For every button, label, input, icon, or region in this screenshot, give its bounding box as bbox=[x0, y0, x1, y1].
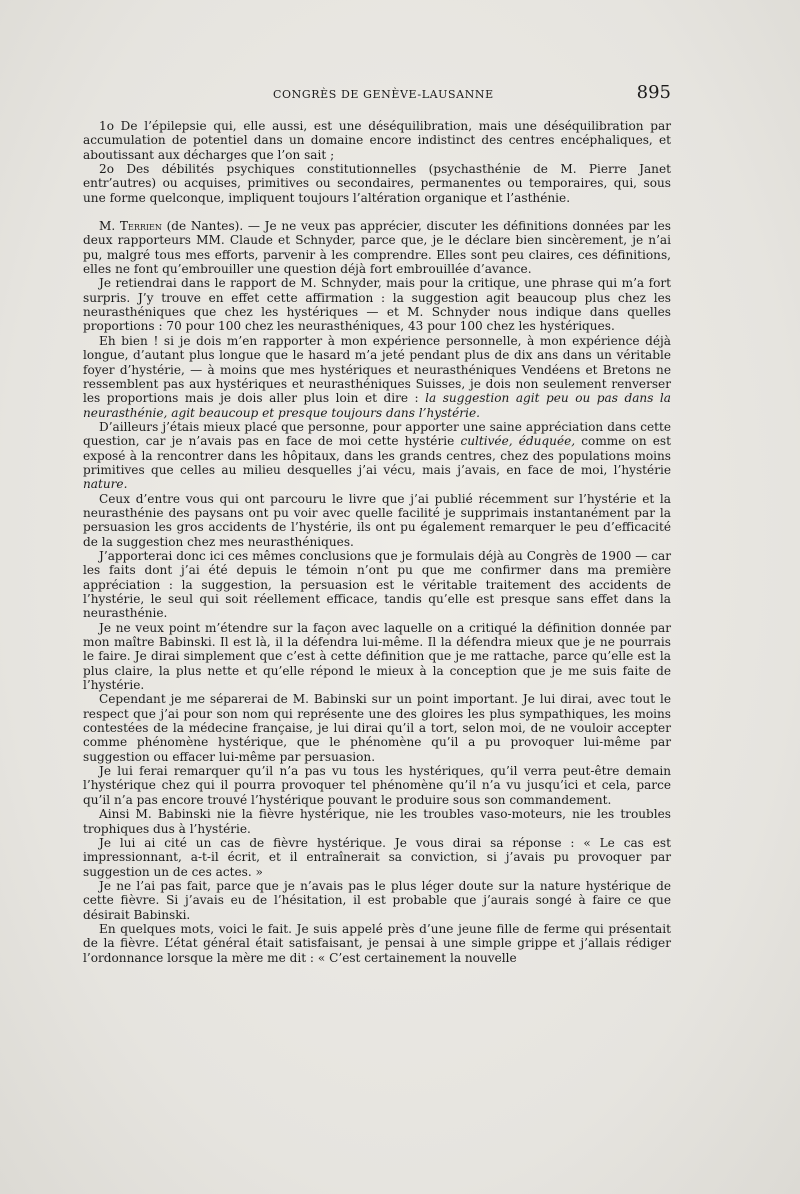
paragraph: 2o Des débilités psychiques constitutionnelles (psychasthénie de M. Pierre Janet entr’autres) ou acquises, primitives ou secondaires, permanentes ou temporaires, qui, sous une forme quelconque, impliquent toujours l’altération organique et l’asthénie. bbox=[83, 162, 671, 205]
page-body bbox=[83, 119, 671, 965]
page-header bbox=[83, 79, 671, 109]
paragraph-text: (de Nantes). — Je ne veux pas apprécier, discuter les définitions données par les deux rapporteurs MM. Claude et Schnyder, parce que, je le déclare bien sincèrement, je n’ai pu, malgré tous mes efforts, parvenir à les comprendre. Elles sont peu claires, ces définitions, elles ne font qu’embrouiller une question déjà fort embrouillée d’avance. bbox=[83, 219, 671, 277]
paragraph-text: comme on est exposé à la rencontrer dans les hôpitaux, dans les grands centres, chez des populations moins primitives que celles au milieu desquelles j’ai vécu, mais j’avais, en face de moi, l’hystérie bbox=[83, 434, 671, 477]
paragraph: Je ne veux point m’étendre sur la façon avec laquelle on a critiqué la définition donnée par mon maître Babinski. Il est là, il la défendra lui-même. Il la défendra mieux que je ne pourrais le faire. Je dirai simplement que c’est à cette définition que je me rattache, parce qu’elle est la plus claire, la plus nette et qu’elle répond le mieux à la conception que je me suis faite de l’hystérie. bbox=[83, 620, 671, 693]
running-title: CONGRÈS DE GENÈVE-LAUSANNE bbox=[273, 88, 494, 101]
paragraph: Je lui ferai remarquer qu’il n’a pas vu tous les hystériques, qu’il verra peut-être demain l’hystérique chez qui il pourra provoquer tel phénomène qu’il n’a vu jusqu’ici et cela, parce qu’il n’a pas encore trouvé l’hystérique pouvant le produire sous son commandement. bbox=[83, 764, 671, 807]
paragraph-text: D’ailleurs j’étais mieux placé que personne, pour apporter une saine appréciation dans cette question, car je n’avais pas en face de moi cette hystérie bbox=[83, 419, 671, 449]
paragraph-text: Eh bien ! si je dois m’en rapporter à mon expérience personnelle, à mon expérience déjà longue, d’autant plus longue que le hasard m’a jeté pendant plus de dix ans dans un véritable foyer d’hystérie, — à moins que mes hystériques et neurasthéniques Vendéens et Bretons ne ressemblent pas aux hystériques et neurasthéniques Suisses, je dois non seulement renverser les proportions mais je dois aller plus loin et dire : bbox=[83, 333, 671, 406]
paragraph: Ainsi M. Babinski nie la fièvre hystérique, nie les troubles vaso-moteurs, nie les troubles trophiques dus à l’hystérie. bbox=[83, 807, 671, 836]
paragraph: Je lui ai cité un cas de fièvre hystérique. Je vous dirai sa réponse : « Le cas est impressionnant, a-t-il écrit, et il entraînerait sa conviction, si j’avais pu provoquer par suggestion un de ces actes. » bbox=[83, 835, 671, 879]
speaker-prefix: M. bbox=[99, 219, 116, 234]
paragraph: Ceux d’entre vous qui ont parcouru le livre que j’ai publié récemment sur l’hystérie et la neurasthénie des paysans ont pu voir avec quelle facilité je supprimais instantanément par la persuasion les gros accidents de l’hystérie, ils ont pu également remarquer le peu d’efficacité de la suggestion chez mes neurasthéniques. bbox=[83, 491, 671, 549]
emphasis: nature. bbox=[83, 477, 128, 492]
paragraph: Je retiendrai dans le rapport de M. Schnyder, mais pour la critique, une phrase qui m’a fort surpris. J’y trouve en effet cette affirmation : la suggestion agit beaucoup plus chez les neurasthéniques que chez les hystériques — et M. Schnyder nous indique dans quelles proportions : 70 pour 100 chez les neurasthéniques, 43 pour 100 chez les hystériques. bbox=[83, 276, 671, 334]
paragraph: J’apporterai donc ici ces mêmes conclusions que je formulais déjà au Congrès de 1900 — car les faits dont j’ai été depuis le témoin n’ont pu que me confirmer dans ma première appréciation : la suggestion, la persuasion est le véritable traitement des accidents de l’hystérie, le seul qui soit réellement efficace, tandis qu’elle est presque sans effet dans la neurasthénie. bbox=[83, 548, 671, 621]
paragraph bbox=[83, 420, 671, 492]
paragraph: En quelques mots, voici le fait. Je suis appelé près d’une jeune fille de ferme qui présentait de la fièvre. L’état général était satisfaisant, je pensai à une simple grippe et j’allais rédiger l’ordonnance lorsque la mère me dit : « C’est certainement la nouvelle bbox=[83, 921, 671, 965]
paragraph: Je ne l’ai pas fait, parce que je n’avais pas le plus léger doute sur la nature hystérique de cette fièvre. Si j’avais eu de l’hésitation, il est probable que j’aurais songé à faire ce que désirait Babinski. bbox=[83, 878, 671, 922]
emphasis: la suggestion agit peu ou pas dans la neurasthénie, agit beaucoup et presque toujours dans l’hystérie. bbox=[83, 391, 671, 420]
paragraph bbox=[83, 334, 671, 420]
paragraph: Cependant je me séparerai de M. Babinski sur un point important. Je lui dirai, avec tout le respect que j’ai pour son nom qui représente une des gloires les plus sympathiques, les moins contestées de la médecine française, je lui dirai qu’il a tort, selon moi, de ne vouloir accepter comme phénomène hystérique, que le phénomène qu’il a pu provoquer lui-même par suggestion ou effacer lui-même par persuasion. bbox=[83, 692, 671, 764]
emphasis: cultivée, éduquée, bbox=[460, 434, 576, 449]
speaker-name: Terrien bbox=[119, 219, 162, 234]
speaker-paragraph bbox=[83, 219, 671, 276]
page-number: 895 bbox=[636, 82, 671, 103]
paragraph: 1o De l’épilepsie qui, elle aussi, est une déséquilibration, mais une déséquilibration par accumulation de potentiel dans un domaine encore indistinct des centres encéphaliques, et aboutissant aux décharges que l’on sait ; bbox=[83, 119, 671, 162]
